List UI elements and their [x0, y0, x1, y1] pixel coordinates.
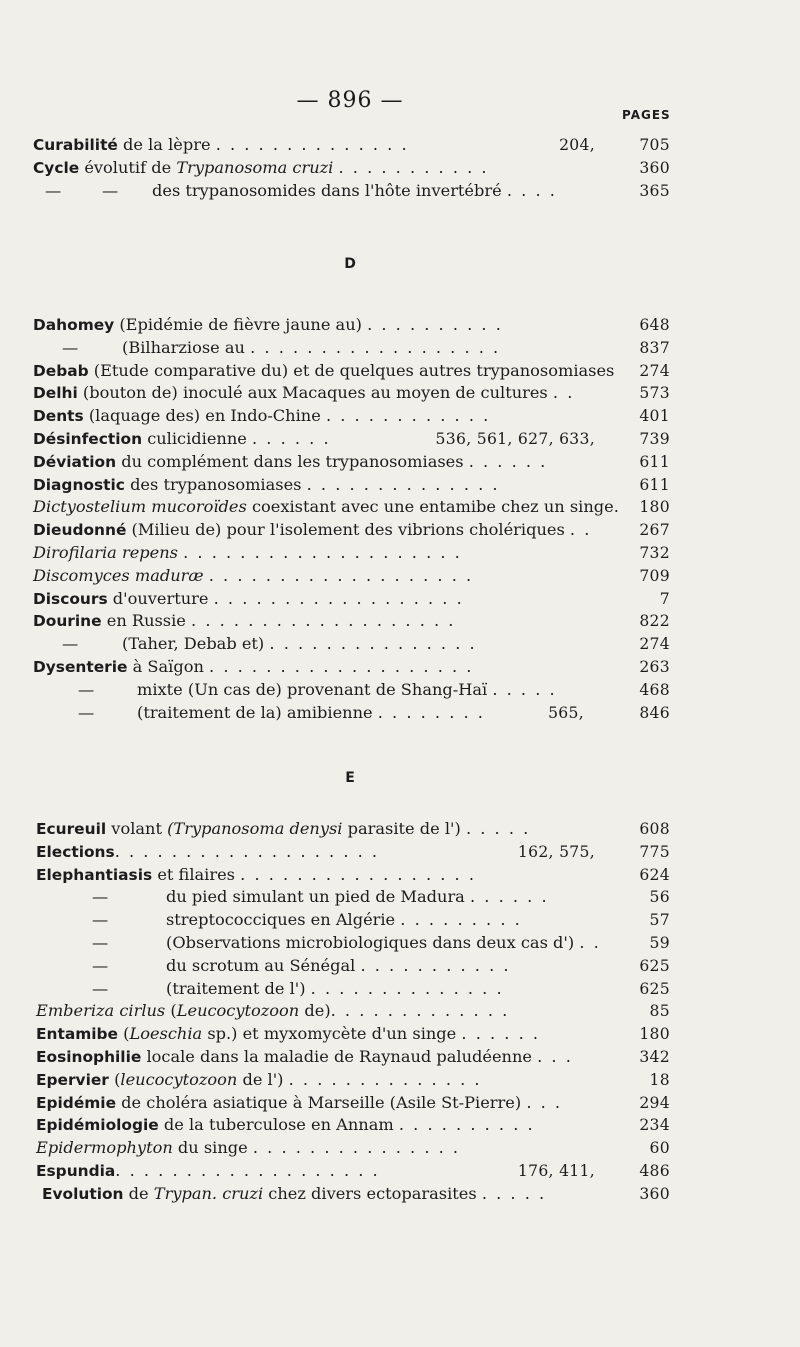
index-entry	[0, 1046, 800, 1069]
entry-term: Eosinophilie	[36, 1047, 142, 1066]
entry-page: 739	[639, 429, 670, 448]
leader-dots: . .	[569, 520, 592, 540]
entry-text: (bouton de) inoculé aux Macaques au moyen de cultures	[82, 383, 548, 403]
entry-text: en Russie	[106, 611, 186, 631]
entry-term: Delhi	[33, 384, 78, 403]
index-entry	[0, 337, 800, 360]
index-entry	[0, 1069, 800, 1092]
entry-term: Dents	[33, 407, 84, 426]
entry-text: de la lèpre	[123, 135, 211, 154]
leader-dots: . . .	[526, 1092, 563, 1112]
section-letter-d: D	[344, 256, 356, 272]
entry-page: 59	[649, 933, 670, 952]
index-entry	[0, 978, 800, 1001]
entry-text: (traitement de la) amibienne	[137, 702, 373, 722]
entry-text: des trypanosomiases	[130, 474, 302, 494]
entry-page: 401	[639, 407, 670, 426]
entry-italic-text: (Trypanosoma denysi	[167, 819, 343, 838]
entry-term: Espundia	[36, 1161, 116, 1180]
entry-dash: —	[92, 887, 109, 907]
entry-page: 267	[639, 521, 670, 540]
entry-dash: —	[78, 702, 95, 722]
entry-page: 342	[639, 1047, 670, 1066]
index-entry	[0, 382, 800, 405]
index-entry	[0, 1137, 800, 1160]
entry-page: 360	[639, 1184, 670, 1203]
entry-page: 60	[649, 1139, 670, 1158]
entry-term: Evolution	[42, 1184, 124, 1203]
entry-text-continued: parasite de l')	[347, 819, 461, 838]
index-entry	[0, 474, 800, 497]
pages-column-header: PAGES	[622, 108, 671, 122]
entry-term: Epidémiologie	[36, 1116, 159, 1135]
section-letter-e: E	[345, 770, 355, 786]
leader-dots: . . . . . . . . . . .	[338, 157, 489, 177]
entry-text-continued: de)	[304, 1001, 331, 1021]
section-d-entries	[0, 314, 800, 724]
index-entry	[0, 841, 800, 864]
leader-dots: . . .	[537, 1046, 573, 1066]
entry-page: 294	[639, 1093, 670, 1112]
entry-text: d'ouverture	[112, 588, 209, 608]
entry-text: des trypanosomides dans l'hôte invertébré	[152, 180, 502, 200]
entry-term: Discours	[33, 589, 108, 608]
entry-italic-text: Dirofilaria repens	[33, 542, 178, 562]
entry-term: Déviation	[33, 452, 117, 471]
entry-term: Elections	[36, 842, 115, 861]
entry-page: 365	[639, 181, 670, 200]
entry-text: et filaires	[157, 864, 235, 884]
entry-page: 274	[639, 635, 670, 654]
entry-text: à Saïgon	[132, 656, 204, 676]
entry-term: Epervier	[36, 1070, 109, 1089]
entry-extra-pages: 204,	[559, 136, 595, 154]
entry-italic-text: Leucocytozoon	[176, 1001, 300, 1021]
entry-page: 837	[639, 338, 670, 357]
entry-page: 846	[639, 703, 670, 722]
leader-dots: . . . . . . . . . .	[367, 315, 503, 334]
entry-text-continued: sp.) et myxomycète d'un singe	[207, 1024, 457, 1044]
entry-page: 611	[639, 452, 670, 471]
entry-page: 7	[659, 589, 670, 608]
entry-page: 486	[639, 1161, 670, 1180]
entry-term: Dysenterie	[33, 657, 128, 676]
index-entry	[0, 679, 800, 702]
entry-text: mixte (Un cas de) provenant de Shang-Haï	[137, 679, 488, 699]
leader-dots: . .	[579, 932, 601, 952]
index-entry	[0, 1114, 800, 1137]
entry-text: évolutif de	[84, 157, 172, 177]
entry-italic-text: Emberiza cirlus	[36, 1001, 166, 1021]
entry-dash: —	[45, 180, 62, 200]
entry-text: du singe	[177, 1138, 248, 1158]
entry-text: volant	[111, 819, 162, 838]
index-entry	[0, 542, 800, 565]
entry-term: Curabilité	[33, 136, 118, 154]
index-entry	[0, 157, 800, 180]
entry-page: 709	[639, 566, 670, 585]
page-number: — 896 —	[296, 88, 404, 113]
entry-dash: —	[102, 180, 119, 200]
entry-text-continued: chez divers ectoparasites	[268, 1183, 477, 1203]
leader-dots: . . . . . . . .	[377, 702, 485, 722]
entry-text-continued: de l')	[242, 1069, 284, 1089]
entry-text: du pied simulant un pied de Madura	[166, 887, 465, 907]
entry-term: Debab	[33, 361, 89, 380]
index-entry	[0, 1160, 800, 1183]
entry-text: (	[170, 1001, 177, 1021]
entry-extra-pages: 162, 575,	[517, 842, 595, 861]
leader-dots: . . . . . .	[470, 887, 549, 907]
entry-text: (Observations microbiologiques dans deux cas d')	[166, 932, 575, 952]
entry-page: 234	[639, 1116, 670, 1135]
index-entry	[0, 656, 800, 679]
entry-page: 625	[639, 956, 670, 975]
index-entry	[0, 180, 800, 203]
index-entry	[0, 702, 800, 725]
entry-page: 775	[639, 842, 670, 861]
entry-text: (Epidémie de fièvre jaune au)	[119, 315, 362, 334]
entry-page: 648	[639, 316, 670, 334]
index-entry	[0, 428, 800, 451]
index-entry	[0, 818, 800, 841]
entry-extra-pages: 176, 411,	[517, 1161, 595, 1180]
leader-dots: . . . . . . . . . . . . . . . . . . .	[209, 656, 474, 676]
entry-term: Dourine	[33, 612, 102, 631]
entry-page: 274	[639, 361, 670, 380]
index-entry	[0, 1183, 800, 1206]
leader-dots: . . . . . . . . . . . . . . .	[269, 634, 477, 654]
entry-text: de la tuberculose en Annam	[163, 1115, 394, 1135]
entry-italic-text: Epidermophyton	[36, 1138, 173, 1158]
leader-dots: . . . . . . . . . . . . . . .	[252, 1138, 461, 1158]
entry-page: 18	[649, 1070, 670, 1089]
index-entry	[0, 1092, 800, 1115]
entry-text: (Etude comparative du) et de quelques autres trypanosomiases	[93, 360, 615, 380]
entry-term: Dahomey	[33, 316, 115, 334]
section-c-entries	[0, 134, 800, 202]
entry-page: 822	[639, 612, 670, 631]
leader-dots: . . . . . .	[468, 451, 548, 471]
leader-dots: . . . . . . . . . . . . .	[330, 1001, 510, 1021]
entry-text: (traitement de l')	[166, 978, 306, 998]
entry-term: Epidémie	[36, 1093, 117, 1112]
leader-dots: . . . . .	[465, 819, 531, 838]
index-entry	[0, 886, 800, 909]
index-entry	[0, 610, 800, 633]
index-entry	[0, 519, 800, 542]
leader-dots: . . . . . . . . . . . .	[325, 406, 491, 426]
index-entry	[0, 496, 800, 519]
entry-page: 573	[639, 384, 670, 403]
entry-italic-text: Loeschia	[129, 1024, 203, 1044]
entry-page: 360	[639, 158, 670, 177]
entry-text: (Bilharziose au	[122, 337, 245, 357]
leader-dots: . . . . . . . . . . . . . .	[215, 135, 409, 154]
entry-text: (laquage des) en Indo-Chine	[88, 406, 321, 426]
index-entry	[0, 360, 800, 383]
index-entry	[0, 451, 800, 474]
entry-page: 608	[639, 820, 670, 838]
entry-term: Désinfection	[33, 429, 143, 448]
leader-dots: . .	[552, 383, 575, 403]
leader-dots: . . . . . . . . .	[400, 910, 522, 930]
entry-text: (Taher, Debab et)	[122, 634, 265, 654]
entry-dash: —	[92, 955, 109, 975]
entry-dash: —	[62, 337, 79, 357]
entry-extra-pages: 536, 561, 627, 633,	[435, 429, 595, 448]
section-e-entries	[0, 818, 800, 1206]
entry-text: streptococciques en Algérie	[166, 910, 396, 930]
leader-dots: . . . . .	[481, 1183, 547, 1203]
entry-page: 625	[639, 979, 670, 998]
entry-page: 611	[639, 475, 670, 494]
entry-dash: —	[92, 932, 109, 952]
entry-italic-text: Discomyces maduræ	[33, 565, 204, 585]
entry-term: Entamibe	[36, 1025, 118, 1044]
entry-dash: —	[78, 679, 95, 699]
leader-dots: . . . . . . . . . .	[398, 1115, 535, 1135]
entry-dash: —	[92, 978, 109, 998]
index-entry	[0, 864, 800, 887]
entry-page: 624	[639, 865, 670, 884]
index-entry	[0, 1000, 800, 1023]
leader-dots: . . . . . . . . . . . . . . . . . . .	[114, 841, 380, 861]
entry-page: 180	[639, 1025, 670, 1044]
entry-term: Elephantiasis	[36, 865, 153, 884]
index-entry	[0, 1023, 800, 1046]
leader-dots: . . . . . . . . . . . . . . . . . . .	[191, 611, 456, 631]
leader-dots: . . . . . . . . . . . . . .	[310, 978, 504, 998]
entry-page: 56	[649, 888, 670, 907]
leader-dots: . . . . . . . . . . . . . . . . . . .	[115, 1160, 380, 1180]
entry-text: (Milieu de) pour l'isolement des vibrions cholériques	[131, 520, 565, 540]
entry-text: (	[114, 1069, 121, 1089]
entry-text: (	[123, 1024, 130, 1044]
index-entry	[0, 909, 800, 932]
entry-term: Diagnostic	[33, 475, 125, 494]
entry-italic-text: Trypan. cruzi	[153, 1183, 264, 1203]
entry-dash: —	[92, 910, 109, 930]
entry-dash: —	[62, 634, 79, 654]
entry-term: Ecureuil	[36, 820, 107, 838]
entry-page: 57	[649, 911, 670, 930]
leader-dots: . . . . . . . . . . . . . . . . .	[240, 864, 476, 884]
leader-dots: . . . . . . . . . . . . . . . . . .	[250, 337, 501, 357]
leader-dots: . . . . . . . . . . . . . . . . . . . .	[183, 542, 462, 562]
index-entry	[0, 588, 800, 611]
entry-extra-pages: 565,	[548, 703, 584, 722]
leader-dots: . . . . . .	[251, 428, 331, 448]
entry-page: 732	[639, 543, 670, 562]
leader-dots: . . . . . . . . . . . . . . . . . . .	[208, 565, 474, 585]
index-entry	[0, 932, 800, 955]
entry-page: 263	[639, 657, 670, 676]
entry-text: du complément dans les trypanosomiases	[121, 451, 464, 471]
leader-dots: . . . . . . . . . . . . . . . . . .	[213, 588, 464, 608]
entry-italic-text: Dictyostelium mucoroïdes	[33, 497, 247, 517]
index-entry	[0, 633, 800, 656]
index-entry	[0, 134, 800, 157]
entry-page: 180	[639, 498, 670, 517]
entry-text: de	[128, 1183, 149, 1203]
entry-term: Cycle	[33, 158, 80, 177]
index-entry	[0, 955, 800, 978]
entry-text: culicidienne	[147, 428, 247, 448]
leader-dots: . . . .	[506, 180, 557, 200]
index-entry	[0, 314, 800, 337]
entry-page: 85	[649, 1002, 670, 1021]
entry-text: locale dans la maladie de Raynaud paludéenne	[146, 1046, 532, 1066]
leader-dots: . . . . . . . . . . . . . .	[306, 474, 500, 494]
entry-italic-text: leucocytozoon	[120, 1069, 238, 1089]
index-entry	[0, 565, 800, 588]
entry-text: de choléra asiatique à Marseille (Asile St-Pierre)	[121, 1092, 522, 1112]
leader-dots: . . . . . . . . . . .	[360, 955, 511, 975]
index-entry	[0, 405, 800, 428]
leader-dots: . . . . .	[492, 679, 557, 699]
leader-dots: . . . . . . . . . . . . . .	[288, 1069, 482, 1089]
entry-page: 705	[639, 136, 670, 154]
entry-page: 468	[639, 680, 670, 699]
entry-text: du scrotum au Sénégal	[166, 955, 356, 975]
entry-text: coexistant avec une entamibe chez un singe.	[251, 497, 619, 517]
leader-dots: . . . . . .	[461, 1024, 541, 1044]
entry-italic-text: Trypanosoma cruzi	[176, 157, 334, 177]
entry-term: Dieudonné	[33, 521, 127, 540]
